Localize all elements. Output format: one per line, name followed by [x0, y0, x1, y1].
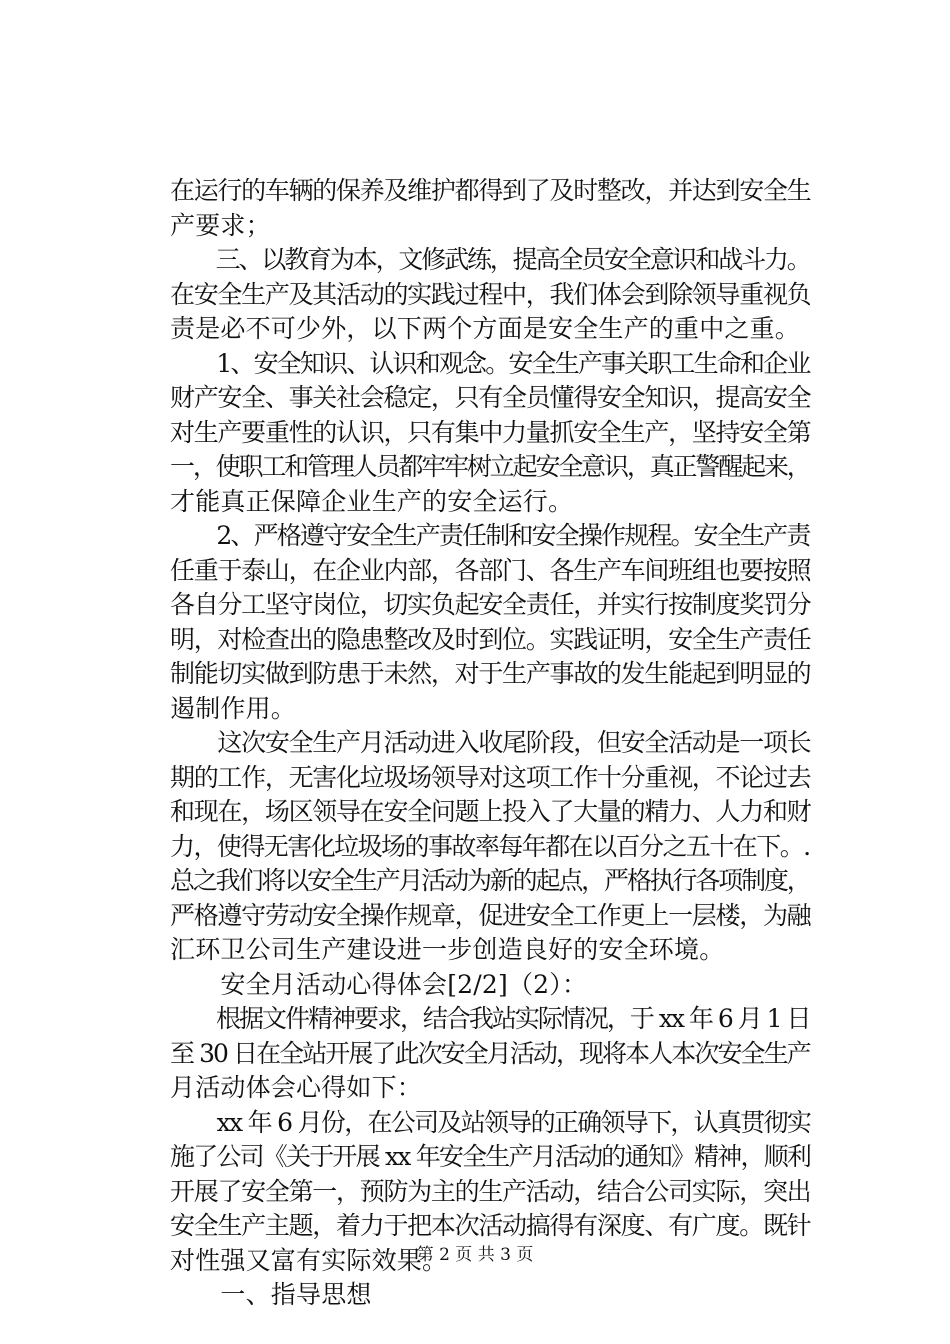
text-line: 1、安全知识、认识和观念。安全生产事关职工生命和企业 — [170, 348, 810, 378]
text-line: 各自分工坚守岗位，切实负起安全责任，并实行按制度奖罚分 — [170, 590, 811, 619]
text-line: 遏制作用。 — [170, 693, 297, 723]
text-line: 力，使得无害化垃圾场的事故率每年都在以百分之五十在下。. — [170, 831, 810, 861]
text-line: 2、严格遵守安全生产责任制和安全操作规程。安全生产责 — [170, 521, 810, 550]
text-line: 对性强又富有实际效果。 — [170, 1245, 448, 1275]
text-line: 总之我们将以安全生产月活动为新的起点，严格执行各项制度， — [170, 866, 810, 895]
text-line: 开展了安全第一，预防为主的生产活动，结合公司实际，突出 — [170, 1176, 811, 1206]
text-line: 三、以教育为本，文修武练，提高全员安全意识和战斗力。 — [170, 245, 810, 274]
text-line: 责是必不可少外，以下两个方面是安全生产的重中之重。 — [170, 314, 801, 343]
text-line: 严格遵守劳动安全操作规章，促进安全工作更上一层楼，为融 — [170, 900, 811, 930]
text-line: 才能真正保障企业生产的安全运行。 — [170, 486, 574, 516]
page-footer: 第 2 页 共 3 页 — [416, 1245, 534, 1265]
text-line: 一、指导思想 — [170, 1280, 372, 1309]
document-body — [170, 174, 810, 1313]
text-line: 在运行的车辆的保养及维护都得到了及时整改，并达到安全生 — [170, 176, 811, 205]
text-line: 施了公司《关于开展 xx 年安全生产月活动的通知》精神，顺利 — [170, 1142, 811, 1171]
text-line: 在安全生产及其活动的实践过程中，我们体会到除领导重视负 — [170, 279, 811, 309]
text-line: 月活动体会心得如下： — [170, 1073, 423, 1102]
text-line: 财产安全、事关社会稳定，只有全员懂得安全知识，提高安全 — [170, 383, 811, 412]
text-line: 汇环卫公司生产建设进一步创造良好的安全环境。 — [170, 935, 725, 964]
text-line: 对生产要重性的认识，只有集中力量抓安全生产，坚持安全第 — [170, 417, 811, 447]
text-line: 产要求； — [170, 210, 271, 240]
text-line: 任重于泰山，在企业内部，各部门、各生产车间班组也要按照 — [170, 555, 811, 585]
text-line: 安全月活动心得体会[2/2]（2）： — [170, 969, 588, 999]
text-line: 根据文件精神要求，结合我站实际情况，于 xx 年 6 月 1 日 — [170, 1004, 810, 1033]
text-line: 期的工作，无害化垃圾场领导对这项工作十分重视，不论过去 — [170, 762, 811, 792]
text-line: 安全生产主题，着力于把本次活动搞得有深度、有广度。既针 — [170, 1211, 811, 1240]
text-line: 制能切实做到防患于未然，对于生产事故的发生能起到明显的 — [170, 659, 811, 688]
text-line: xx 年 6 月份，在公司及站领导的正确领导下，认真贯彻实 — [170, 1107, 811, 1137]
text-line: 和现在，场区领导在安全问题上投入了大量的精力、人力和财 — [170, 797, 811, 826]
text-line: 一，使职工和管理人员都牢牢树立起安全意识，真正警醒起来， — [170, 452, 810, 481]
text-line: 明，对检查出的隐患整改及时到位。实践证明，安全生产责任 — [170, 624, 811, 654]
text-line: 这次安全生产月活动进入收尾阶段，但安全活动是一项长 — [170, 728, 811, 757]
text-line: 至 30 日在全站开展了此次安全月活动，现将本人本次安全生产 — [170, 1038, 810, 1068]
